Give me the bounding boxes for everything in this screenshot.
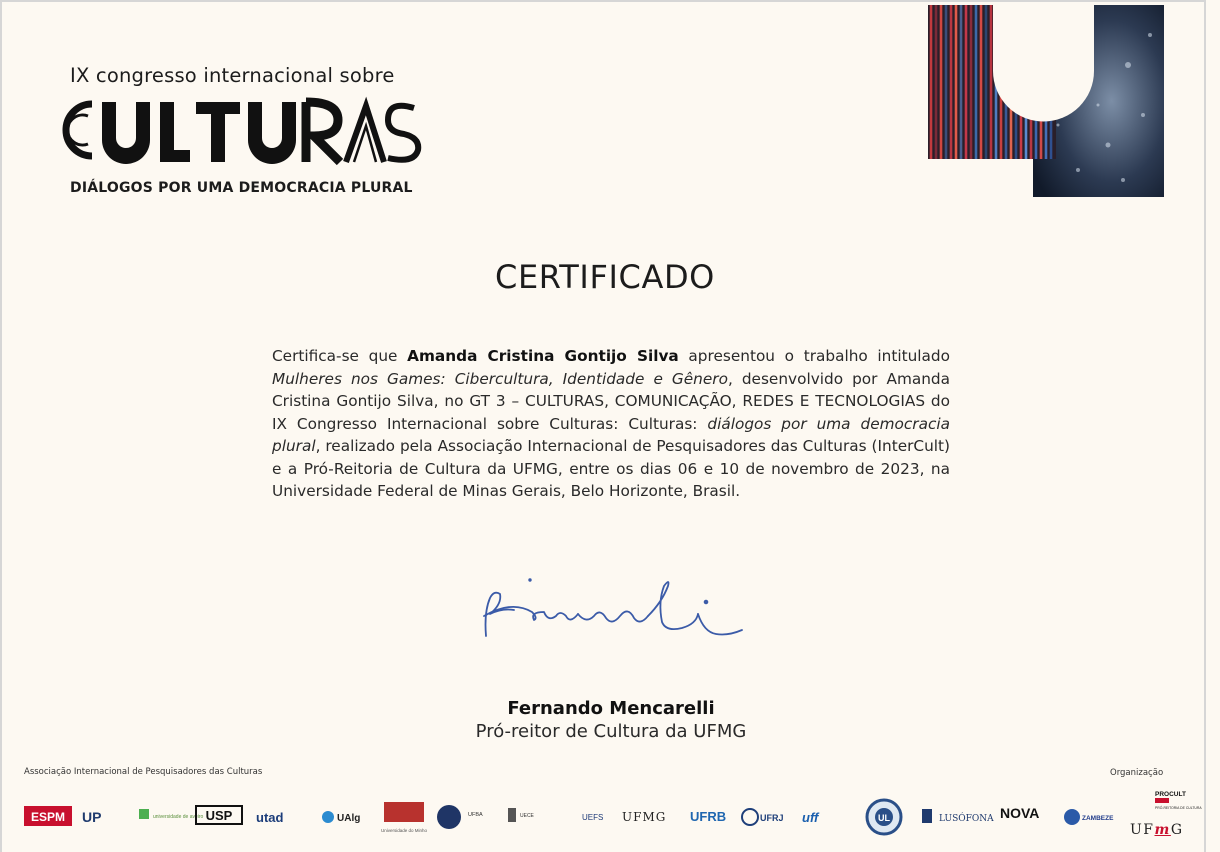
ufmg-organizer-logo xyxy=(1130,822,1184,838)
brand-text: CULTURAS xyxy=(58,94,64,95)
ufmg-m: m xyxy=(1154,822,1171,838)
signature-image xyxy=(472,572,752,644)
recipient-name: Amanda Cristina Gontijo Silva xyxy=(407,347,679,365)
logo-espm xyxy=(24,806,72,826)
body-text-2: , desenvolvido por Amanda Cristina Gontijo Silva, no GT 3 – CULTURAS, COMUNICAÇÃO, REDES E TECNOLOGIAS do IX Congresso Internacional sobre Culturas: Culturas: xyxy=(272,369,951,433)
svg-text:LUSÓFONA: LUSÓFONA xyxy=(939,814,994,824)
logo-minho xyxy=(381,802,428,833)
logo-utad xyxy=(256,810,284,825)
event-line: IX congresso internacional sobre xyxy=(70,64,395,87)
svg-text:UP: UP xyxy=(82,809,102,825)
logo-ufmg xyxy=(622,810,666,824)
logo-uece xyxy=(508,808,535,822)
svg-text:UECE: UECE xyxy=(520,813,534,819)
logo-ufrj xyxy=(742,809,784,825)
svg-text:UAlg: UAlg xyxy=(337,813,361,824)
association-label: Associação Internacional de Pesquisadores das Culturas xyxy=(24,767,263,777)
certificate-title: CERTIFICADO xyxy=(495,258,715,296)
logo-lusofona xyxy=(922,809,994,824)
procult-logo xyxy=(1155,788,1202,820)
partner-logos-strip xyxy=(22,798,1150,838)
logo-uff xyxy=(802,810,820,825)
logo-uefs xyxy=(582,813,603,822)
svg-text:UEFS: UEFS xyxy=(582,813,604,822)
logo-ualg xyxy=(322,811,360,824)
event-subtitle-inline: diálogos por uma democracia plural xyxy=(272,414,950,455)
organization-label: Organização xyxy=(1110,768,1164,778)
logo-nova xyxy=(1000,805,1039,821)
svg-text:Universidade do Minho: Universidade do Minho xyxy=(380,828,428,833)
svg-text:uff: uff xyxy=(802,810,819,825)
svg-text:ZAMBEZE: ZAMBEZE xyxy=(1082,815,1114,822)
svg-text:UFMG: UFMG xyxy=(622,810,667,824)
svg-text:UL: UL xyxy=(878,813,890,823)
body-text-1: apresentou o trabalho intitulado xyxy=(678,347,951,365)
svg-text:UFRJ: UFRJ xyxy=(760,813,784,823)
body-text-3: , realizado pela Associação Internacional de Pesquisadores das Culturas (InterCult) e a Pró-Reitoria de Cultura da UFMG, entre os dias 06 e 10 de novembro de 2023, na Universidade Federal de Minas Gerais, Belo Horizonte, Brasil. xyxy=(272,437,950,500)
signer-name: Fernando Mencarelli xyxy=(507,698,715,719)
certificate-body xyxy=(272,345,950,503)
body-intro: Certifica-se que xyxy=(272,347,408,365)
culturas-brand-logo xyxy=(58,94,424,166)
ufmg-g: G xyxy=(1170,822,1184,838)
svg-text:NOVA: NOVA xyxy=(1000,805,1040,821)
signer-role: Pró-reitor de Cultura da UFMG xyxy=(475,721,747,742)
svg-text:USP: USP xyxy=(205,808,233,823)
svg-text:UFRB: UFRB xyxy=(690,809,727,824)
logo-ufba xyxy=(437,805,483,829)
ufmg-uf: UF xyxy=(1130,822,1155,838)
svg-text:utad: utad xyxy=(256,810,284,825)
svg-text:ESPM: ESPM xyxy=(30,810,66,824)
svg-text:PROCULT: PROCULT xyxy=(1155,791,1186,798)
logo-aveiro xyxy=(139,809,204,820)
logo-up xyxy=(82,809,101,825)
logo-zambeze xyxy=(1064,809,1114,825)
header-art-image xyxy=(928,5,1168,197)
work-title: Mulheres nos Games: Cibercultura, Identidade e Gênero xyxy=(272,369,728,388)
svg-text:universidade de aveiro: universidade de aveiro xyxy=(153,814,204,820)
svg-text:UFBA: UFBA xyxy=(468,812,483,818)
event-subtitle: DIÁLOGOS POR UMA DEMOCRACIA PLURAL xyxy=(70,180,413,196)
logo-ul xyxy=(867,800,901,834)
logo-ufrb xyxy=(690,809,726,824)
svg-text:PRÓ-REITORIA DE CULTURA: PRÓ-REITORIA DE CULTURA xyxy=(1155,806,1202,810)
